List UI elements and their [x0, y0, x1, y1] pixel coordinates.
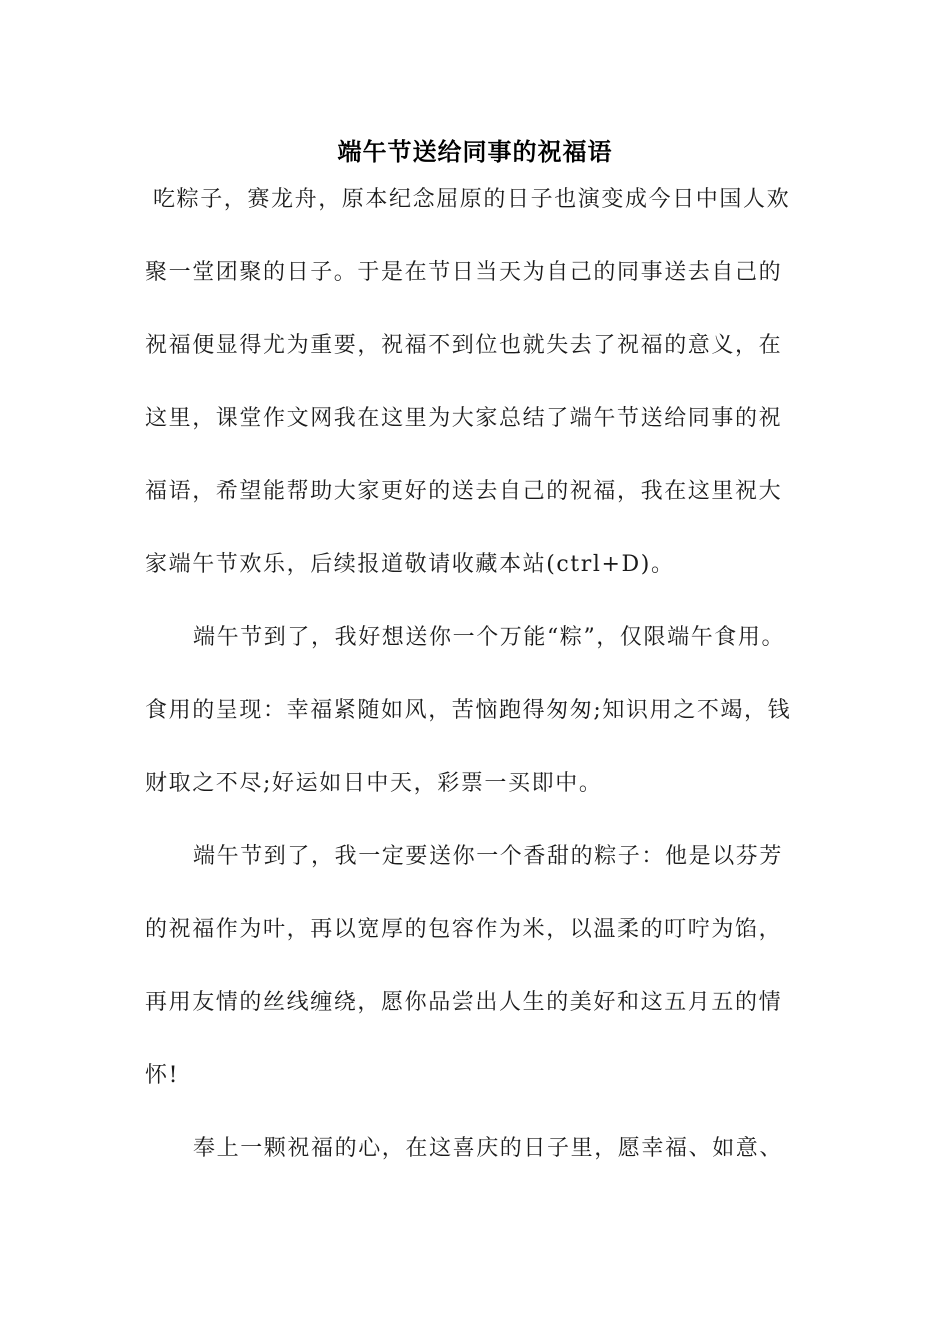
text-line: 食用的呈现：幸福紧随如风，苦恼跑得匆匆;知识用之不竭，钱	[145, 698, 792, 723]
text-line: 聚一堂团聚的日子。于是在节日当天为自己的同事送去自己的	[145, 260, 783, 285]
text-line: 财取之不尽;好运如日中天，彩票一买即中。	[145, 771, 603, 796]
text-line: 端午节到了，我一定要送你一个香甜的粽子：他是以芬芳	[193, 844, 784, 869]
text-line: 福语，希望能帮助大家更好的送去自己的祝福，我在这里祝大	[145, 479, 783, 504]
text-line: 奉上一颗祝福的心，在这喜庆的日子里，愿幸福、如意、	[193, 1136, 784, 1161]
document-body	[145, 185, 825, 1207]
text-line: 怀!	[145, 1063, 180, 1088]
text-line: 端午节到了，我好想送你一个万能“粽”，仅限端午食用。	[193, 625, 786, 650]
text-line: 这里，课堂作文网我在这里为大家总结了端午节送给同事的祝	[145, 406, 783, 431]
text-line: 祝福便显得尤为重要，祝福不到位也就失去了祝福的意义，在	[145, 333, 783, 358]
text-line: 吃粽子，赛龙舟，原本纪念屈原的日子也演变成今日中国人欢	[153, 187, 791, 212]
text-line: 再用友情的丝线缠绕，愿你品尝出人生的美好和这五月五的情	[145, 990, 783, 1015]
text-line: 家端午节欢乐，后续报道敬请收藏本站(ctrl+D)。	[145, 552, 675, 577]
text-line: 的祝福作为叶，再以宽厚的包容作为米，以温柔的叮咛为馅，	[145, 917, 783, 942]
document-title: 端午节送给同事的祝福语	[337, 137, 613, 166]
